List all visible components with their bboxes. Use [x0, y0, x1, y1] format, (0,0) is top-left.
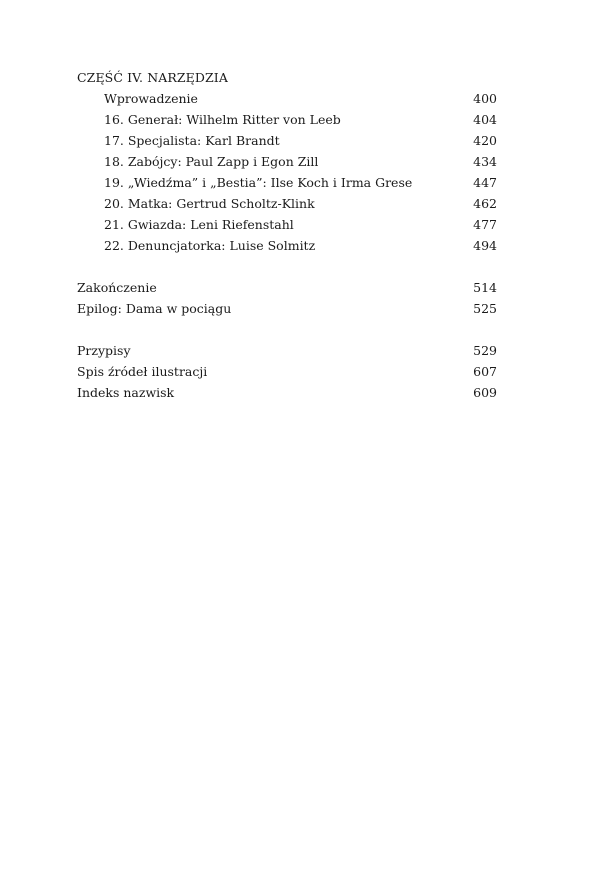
toc-entry — [77, 109, 497, 130]
toc-entry-title: 21. Gwiazda: Leni Riefenstahl — [104, 217, 294, 232]
toc-entry — [77, 193, 497, 214]
toc-entry-page: 607 — [473, 364, 497, 379]
toc-entry-page: 477 — [473, 217, 497, 232]
toc-entry-title: 16. Generał: Wilhelm Ritter von Leeb — [104, 112, 341, 127]
toc-entry — [77, 130, 497, 151]
toc-entry-title: 17. Specjalista: Karl Brandt — [104, 133, 280, 148]
toc-entry-title: Wprowadzenie — [104, 91, 198, 106]
toc-entry — [77, 88, 497, 109]
toc-entry-title: Zakończenie — [77, 280, 157, 295]
toc-entry-page: 525 — [473, 301, 497, 316]
toc-entry — [77, 340, 497, 361]
toc-entry — [77, 277, 497, 298]
toc-entry — [77, 298, 497, 319]
toc-entry-title: 18. Zabójcy: Paul Zapp i Egon Zill — [104, 154, 319, 169]
toc-entry — [77, 235, 497, 256]
toc-entry-title: Spis źródeł ilustracji — [77, 364, 208, 379]
toc-entry-title: 22. Denuncjatorka: Luise Solmitz — [104, 238, 316, 253]
toc-entry-page: 434 — [473, 154, 497, 169]
section-spacer — [77, 319, 497, 340]
toc-entry-page: 404 — [473, 112, 497, 127]
part-heading: CZĘŚĆ IV. NARZĘDZIA — [77, 70, 228, 85]
toc-entry-page: 447 — [473, 175, 497, 190]
toc-entry-title: Indeks nazwisk — [77, 385, 175, 400]
part-heading-row — [77, 67, 497, 88]
toc-entry-title: 19. „Wiedźma” i „Bestia”: Ilse Koch i Irma Grese — [104, 175, 413, 190]
toc-entry-page: 420 — [473, 133, 497, 148]
toc-entry-page: 609 — [473, 385, 497, 400]
toc-entry — [77, 151, 497, 172]
section-spacer — [77, 256, 497, 277]
toc-entry-title: Epilog: Dama w pociągu — [77, 301, 232, 316]
toc-entry — [77, 172, 497, 193]
toc-entry — [77, 382, 497, 403]
toc-entry-page: 400 — [473, 91, 497, 106]
toc-entry-page: 494 — [473, 238, 497, 253]
toc-entry-page: 529 — [473, 343, 497, 358]
toc-entry-title: Przypisy — [77, 343, 131, 358]
toc-entry-page: 462 — [473, 196, 497, 211]
toc-entry-page: 514 — [473, 280, 497, 295]
toc-entry-title: 20. Matka: Gertrud Scholtz-Klink — [104, 196, 315, 211]
table-of-contents — [77, 67, 497, 403]
toc-entry — [77, 214, 497, 235]
toc-entry — [77, 361, 497, 382]
